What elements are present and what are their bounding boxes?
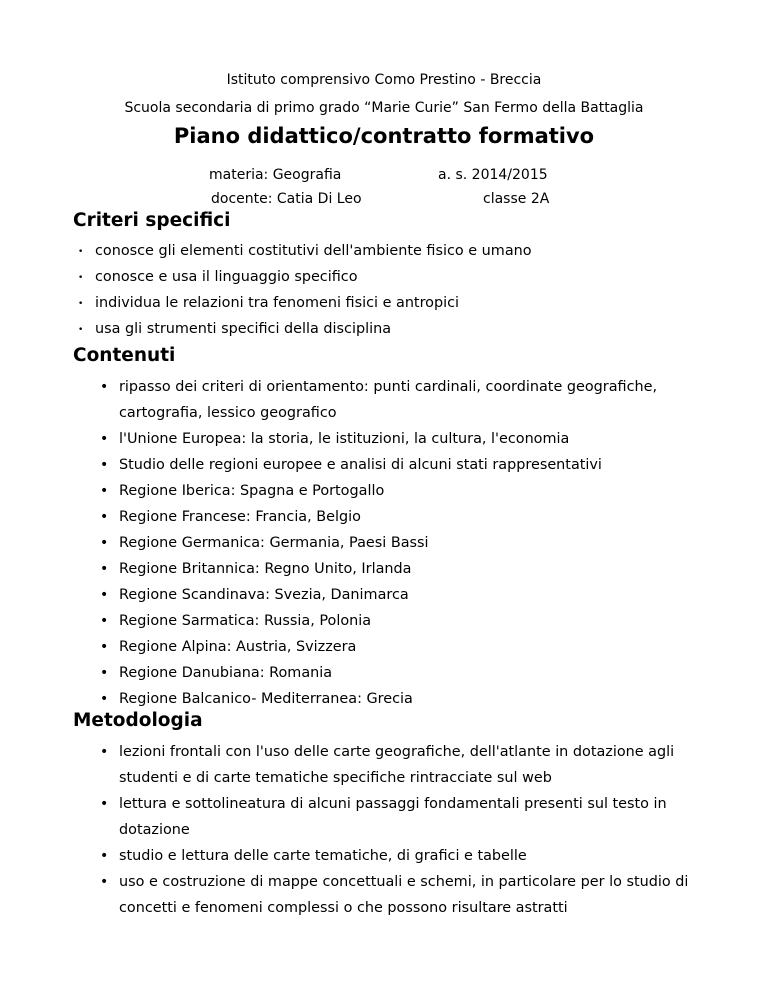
list-item: [100, 791, 694, 843]
bullet-icon: •: [100, 509, 109, 525]
school-subtitle: Scuola secondaria di primo grado “Marie Curie” San Fermo della Battaglia: [124, 100, 644, 116]
list-item-text: l'Unione Europea: la storia, le istituzioni, la cultura, l'economia: [119, 431, 570, 447]
list-item: [78, 240, 715, 266]
list-item: [100, 660, 689, 686]
list-item-text: Studio delle regioni europee e analisi di alcuni stati rappresentativi: [119, 457, 602, 473]
list-item-text: Regione Iberica: Spagna e Portogallo: [119, 483, 385, 499]
bullet-icon: •: [100, 561, 109, 577]
bullet-icon: •: [78, 325, 84, 335]
bullet-icon: •: [78, 299, 84, 309]
list-item-text: Regione Danubiana: Romania: [119, 665, 333, 681]
list-item: [100, 608, 689, 634]
list-item-text: Regione Alpina: Austria, Svizzera: [119, 639, 357, 655]
bullet-icon: •: [100, 431, 109, 447]
bullet-icon: •: [100, 665, 109, 681]
bullet-icon: •: [100, 587, 109, 603]
list-item: [100, 426, 689, 452]
teacher-label: docente: Catia Di Leo: [211, 191, 362, 207]
bullet-icon: •: [100, 848, 109, 864]
list-item: [100, 739, 694, 791]
bullet-icon: •: [100, 483, 109, 499]
list-item-text: conosce gli elementi costitutivi dell'ambiente fisico e umano: [95, 243, 532, 259]
list-item: [100, 374, 689, 426]
list-item-text: lezioni frontali con l'uso delle carte geografiche, dell'atlante in dotazione agli studenti e di carte tematiche specifiche rintracciate sul web: [119, 744, 675, 786]
bullet-icon: •: [100, 535, 109, 551]
school-year-label: a. s. 2014/2015: [438, 167, 548, 183]
list-item-text: conosce e usa il linguaggio specifico: [95, 269, 358, 285]
list-item-text: Regione Balcanico- Mediterranea: Grecia: [119, 691, 413, 707]
list-item-text: Regione Sarmatica: Russia, Polonia: [119, 613, 372, 629]
section-heading-metodologia: Metodologia: [73, 710, 203, 731]
metodologia-list: [100, 739, 694, 921]
list-item: [100, 869, 694, 921]
bullet-icon: •: [78, 273, 84, 283]
list-item-text: Regione Francese: Francia, Belgio: [119, 509, 361, 525]
list-item: [100, 556, 689, 582]
list-item: [100, 634, 689, 660]
list-item-text: usa gli strumenti specifici della disciplina: [95, 321, 392, 337]
bullet-icon: •: [100, 796, 109, 812]
bullet-icon: •: [100, 457, 109, 473]
list-item: [100, 478, 689, 504]
section-heading-contenuti: Contenuti: [73, 345, 176, 366]
bullet-icon: •: [78, 247, 84, 257]
bullet-icon: •: [100, 874, 109, 890]
list-item: [100, 582, 689, 608]
list-item-text: Regione Germanica: Germania, Paesi Bassi: [119, 535, 429, 551]
list-item-text: lettura e sottolineatura di alcuni passaggi fondamentali presenti sul testo in dotazione: [119, 796, 667, 838]
list-item: [100, 452, 689, 478]
bullet-icon: •: [100, 379, 109, 395]
list-item: [78, 318, 715, 344]
list-item: [100, 843, 694, 869]
criteri-list: [78, 240, 715, 344]
bullet-icon: •: [100, 691, 109, 707]
list-item-text: Regione Scandinava: Svezia, Danimarca: [119, 587, 409, 603]
class-label: classe 2A: [483, 191, 550, 207]
list-item: [78, 266, 715, 292]
school-name: Istituto comprensivo Como Prestino - Breccia: [226, 72, 542, 88]
page-title: Piano didattico/contratto formativo: [173, 124, 595, 148]
bullet-icon: •: [100, 744, 109, 760]
list-item-text: individua le relazioni tra fenomeni fisici e antropici: [95, 295, 460, 311]
subject-label: materia: Geografia: [209, 167, 342, 183]
section-heading-criteri: Criteri specifici: [73, 210, 231, 231]
bullet-icon: •: [100, 613, 109, 629]
list-item: [78, 292, 715, 318]
contenuti-list: [100, 374, 689, 712]
list-item-text: studio e lettura delle carte tematiche, di grafici e tabelle: [119, 848, 527, 864]
list-item-text: Regione Britannica: Regno Unito, Irlanda: [119, 561, 412, 577]
list-item-text: ripasso dei criteri di orientamento: punti cardinali, coordinate geografiche, cartografia, lessico geografico: [119, 379, 658, 421]
list-item-text: uso e costruzione di mappe concettuali e schemi, in particolare per lo studio di concetti e fenomeni complessi o che possono risultare astratti: [119, 874, 689, 916]
list-item: [100, 504, 689, 530]
bullet-icon: •: [100, 639, 109, 655]
list-item: [100, 530, 689, 556]
list-item: [100, 686, 689, 712]
